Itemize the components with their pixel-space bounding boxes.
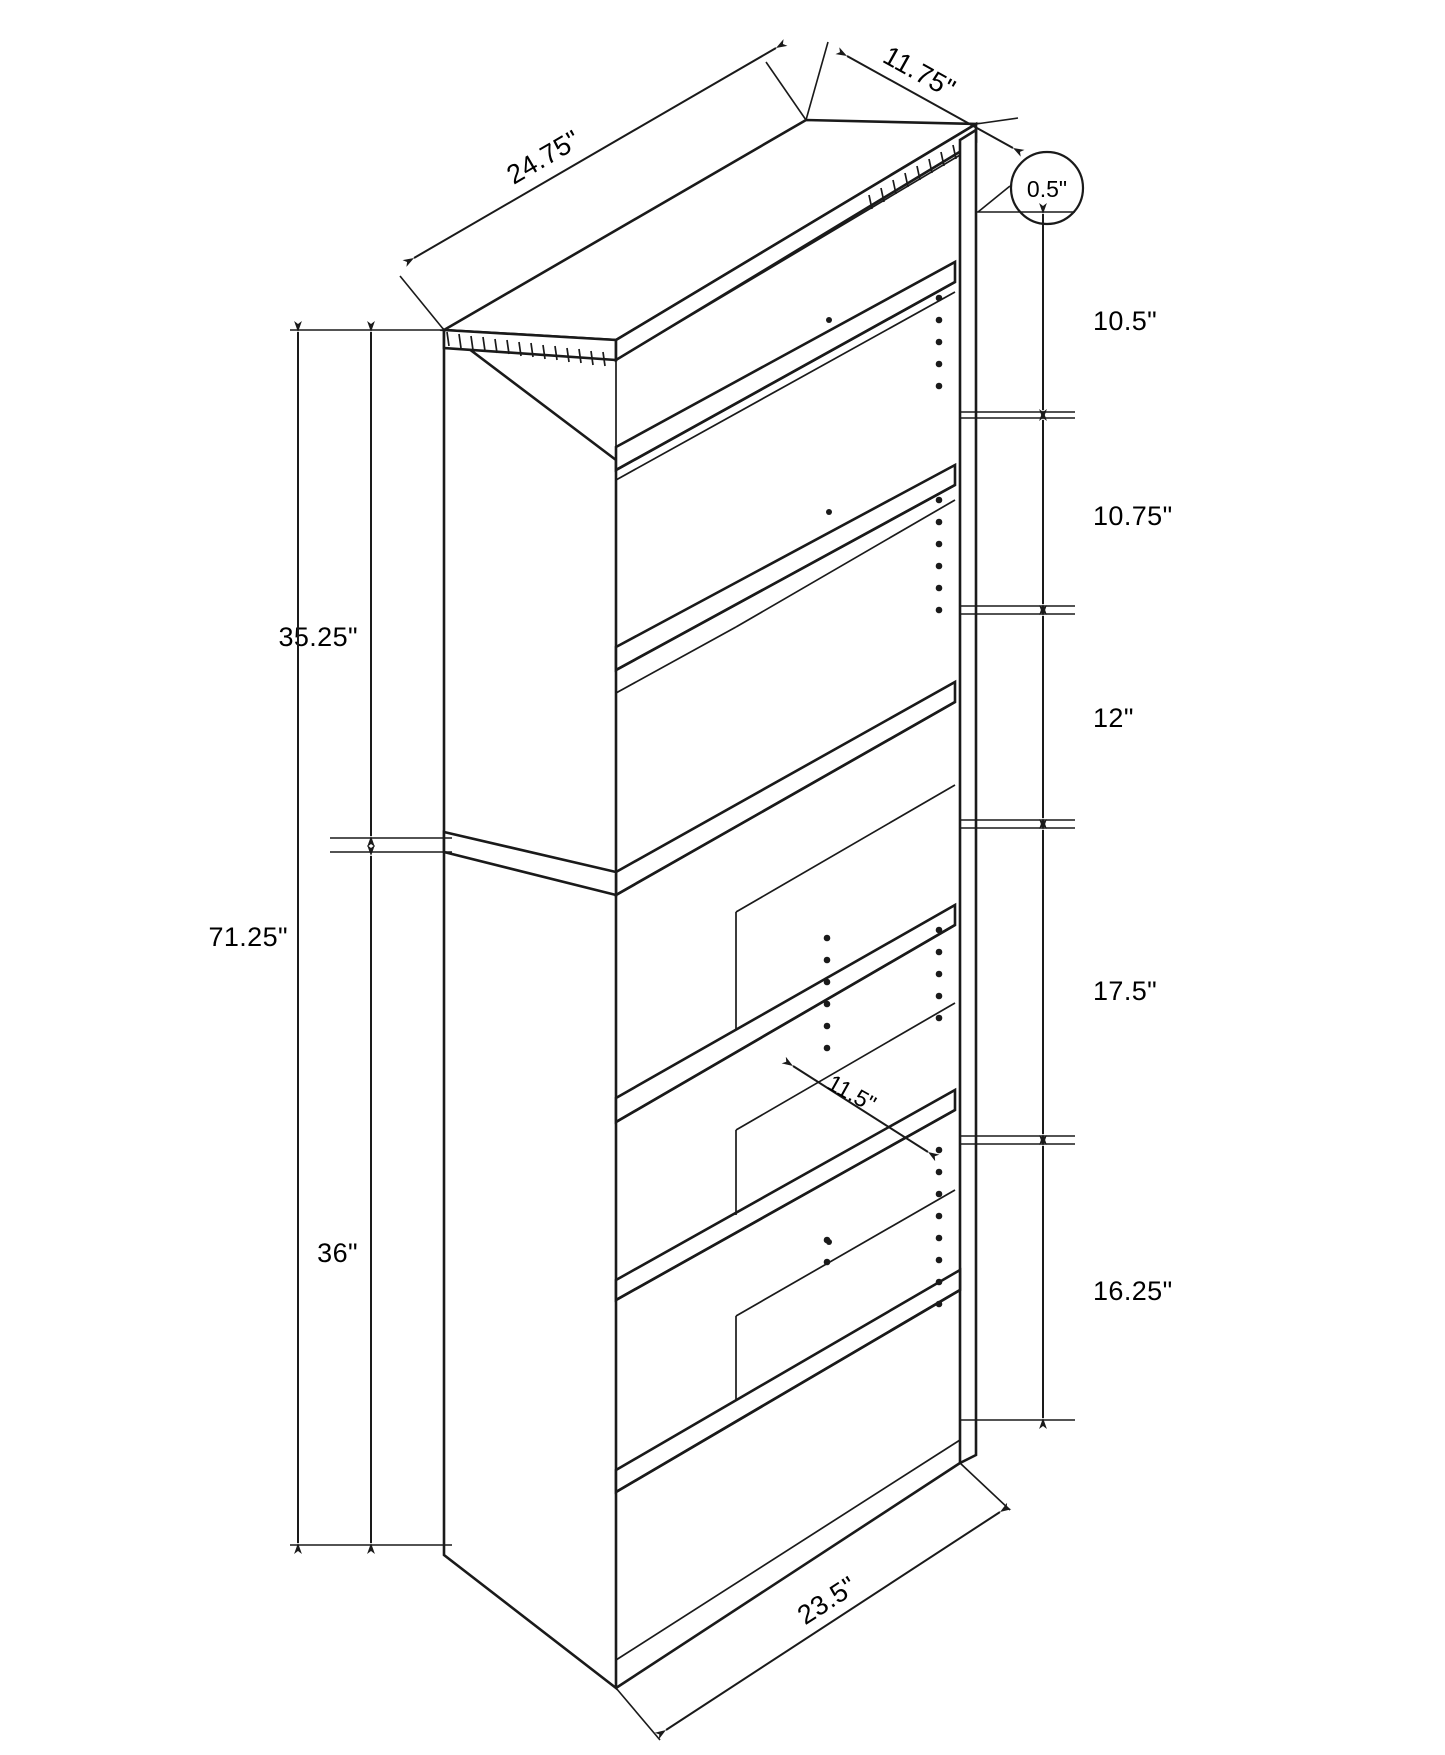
peg-holes-right [936, 295, 943, 1308]
shelf-2 [616, 465, 955, 670]
shelf-4-front [616, 925, 955, 1122]
shelf-3-back [616, 682, 955, 872]
dim-label-lower-section-height: 36" [317, 1238, 358, 1268]
dim-label-shelf-gap-4: 17.5" [1093, 976, 1158, 1006]
shelf-3 [616, 682, 955, 895]
dimension-shelf-gap-3 [1043, 616, 1134, 818]
dimension-shelf-gap-5 [1043, 1146, 1173, 1418]
shelf-5 [616, 1090, 955, 1300]
dimension-shelf-depth [793, 1066, 928, 1152]
dimension-shelf-gap-4 [1043, 830, 1157, 1134]
dimension-shelf-gap-1 [1043, 214, 1157, 410]
dim-label-shelf-depth: 11.5" [823, 1069, 881, 1117]
bottom-board [616, 1270, 960, 1492]
bookcase-body [444, 120, 976, 1688]
dim-label-panel-thickness: 0.5" [1026, 176, 1068, 202]
dim-label-upper-section-height: 35.25" [278, 622, 358, 652]
shelf-2-front [616, 485, 955, 670]
dim-label-total-height: 71.25" [208, 922, 288, 952]
interior-tick-1 [826, 317, 832, 323]
interior-tick-2 [826, 509, 832, 515]
cabinet-front-bottom-edge [616, 1463, 960, 1688]
shelf-2-back [616, 465, 955, 647]
shelf-5-back [616, 1090, 955, 1280]
dim-label-top-depth: 11.75" [878, 40, 961, 105]
dimension-shelf-gap-2 [1043, 420, 1173, 604]
shelf-4 [616, 905, 955, 1122]
dimension-panel-thickness [978, 152, 1083, 224]
dimension-upper-section-height [278, 332, 371, 836]
dim-label-top-width: 24.75" [501, 124, 586, 191]
dimension-lower-section-height [317, 856, 371, 1543]
dimension-base-width [616, 1463, 1010, 1740]
shelf-3-front [616, 702, 955, 895]
shelf-5-front [616, 1110, 955, 1300]
dim-label-shelf-gap-1: 10.5" [1093, 306, 1158, 336]
left-side-panel [444, 330, 616, 1688]
dim-label-shelf-gap-3: 12" [1093, 703, 1134, 733]
shelf-4-back [616, 905, 955, 1098]
bottom-board-back [616, 1270, 960, 1470]
right-side-panel [960, 130, 976, 1463]
dimension-total-height [208, 332, 298, 1543]
dim-label-shelf-gap-5: 16.25" [1093, 1276, 1173, 1306]
peg-holes-inner [824, 935, 831, 1266]
dim-label-base-width: 23.5" [792, 1570, 863, 1631]
bottom-board-front [616, 1290, 960, 1492]
cabinet-bottom-inner-edge [616, 1440, 960, 1660]
interior-tick-3 [826, 1239, 832, 1245]
dim-label-shelf-gap-2: 10.75" [1093, 501, 1173, 531]
